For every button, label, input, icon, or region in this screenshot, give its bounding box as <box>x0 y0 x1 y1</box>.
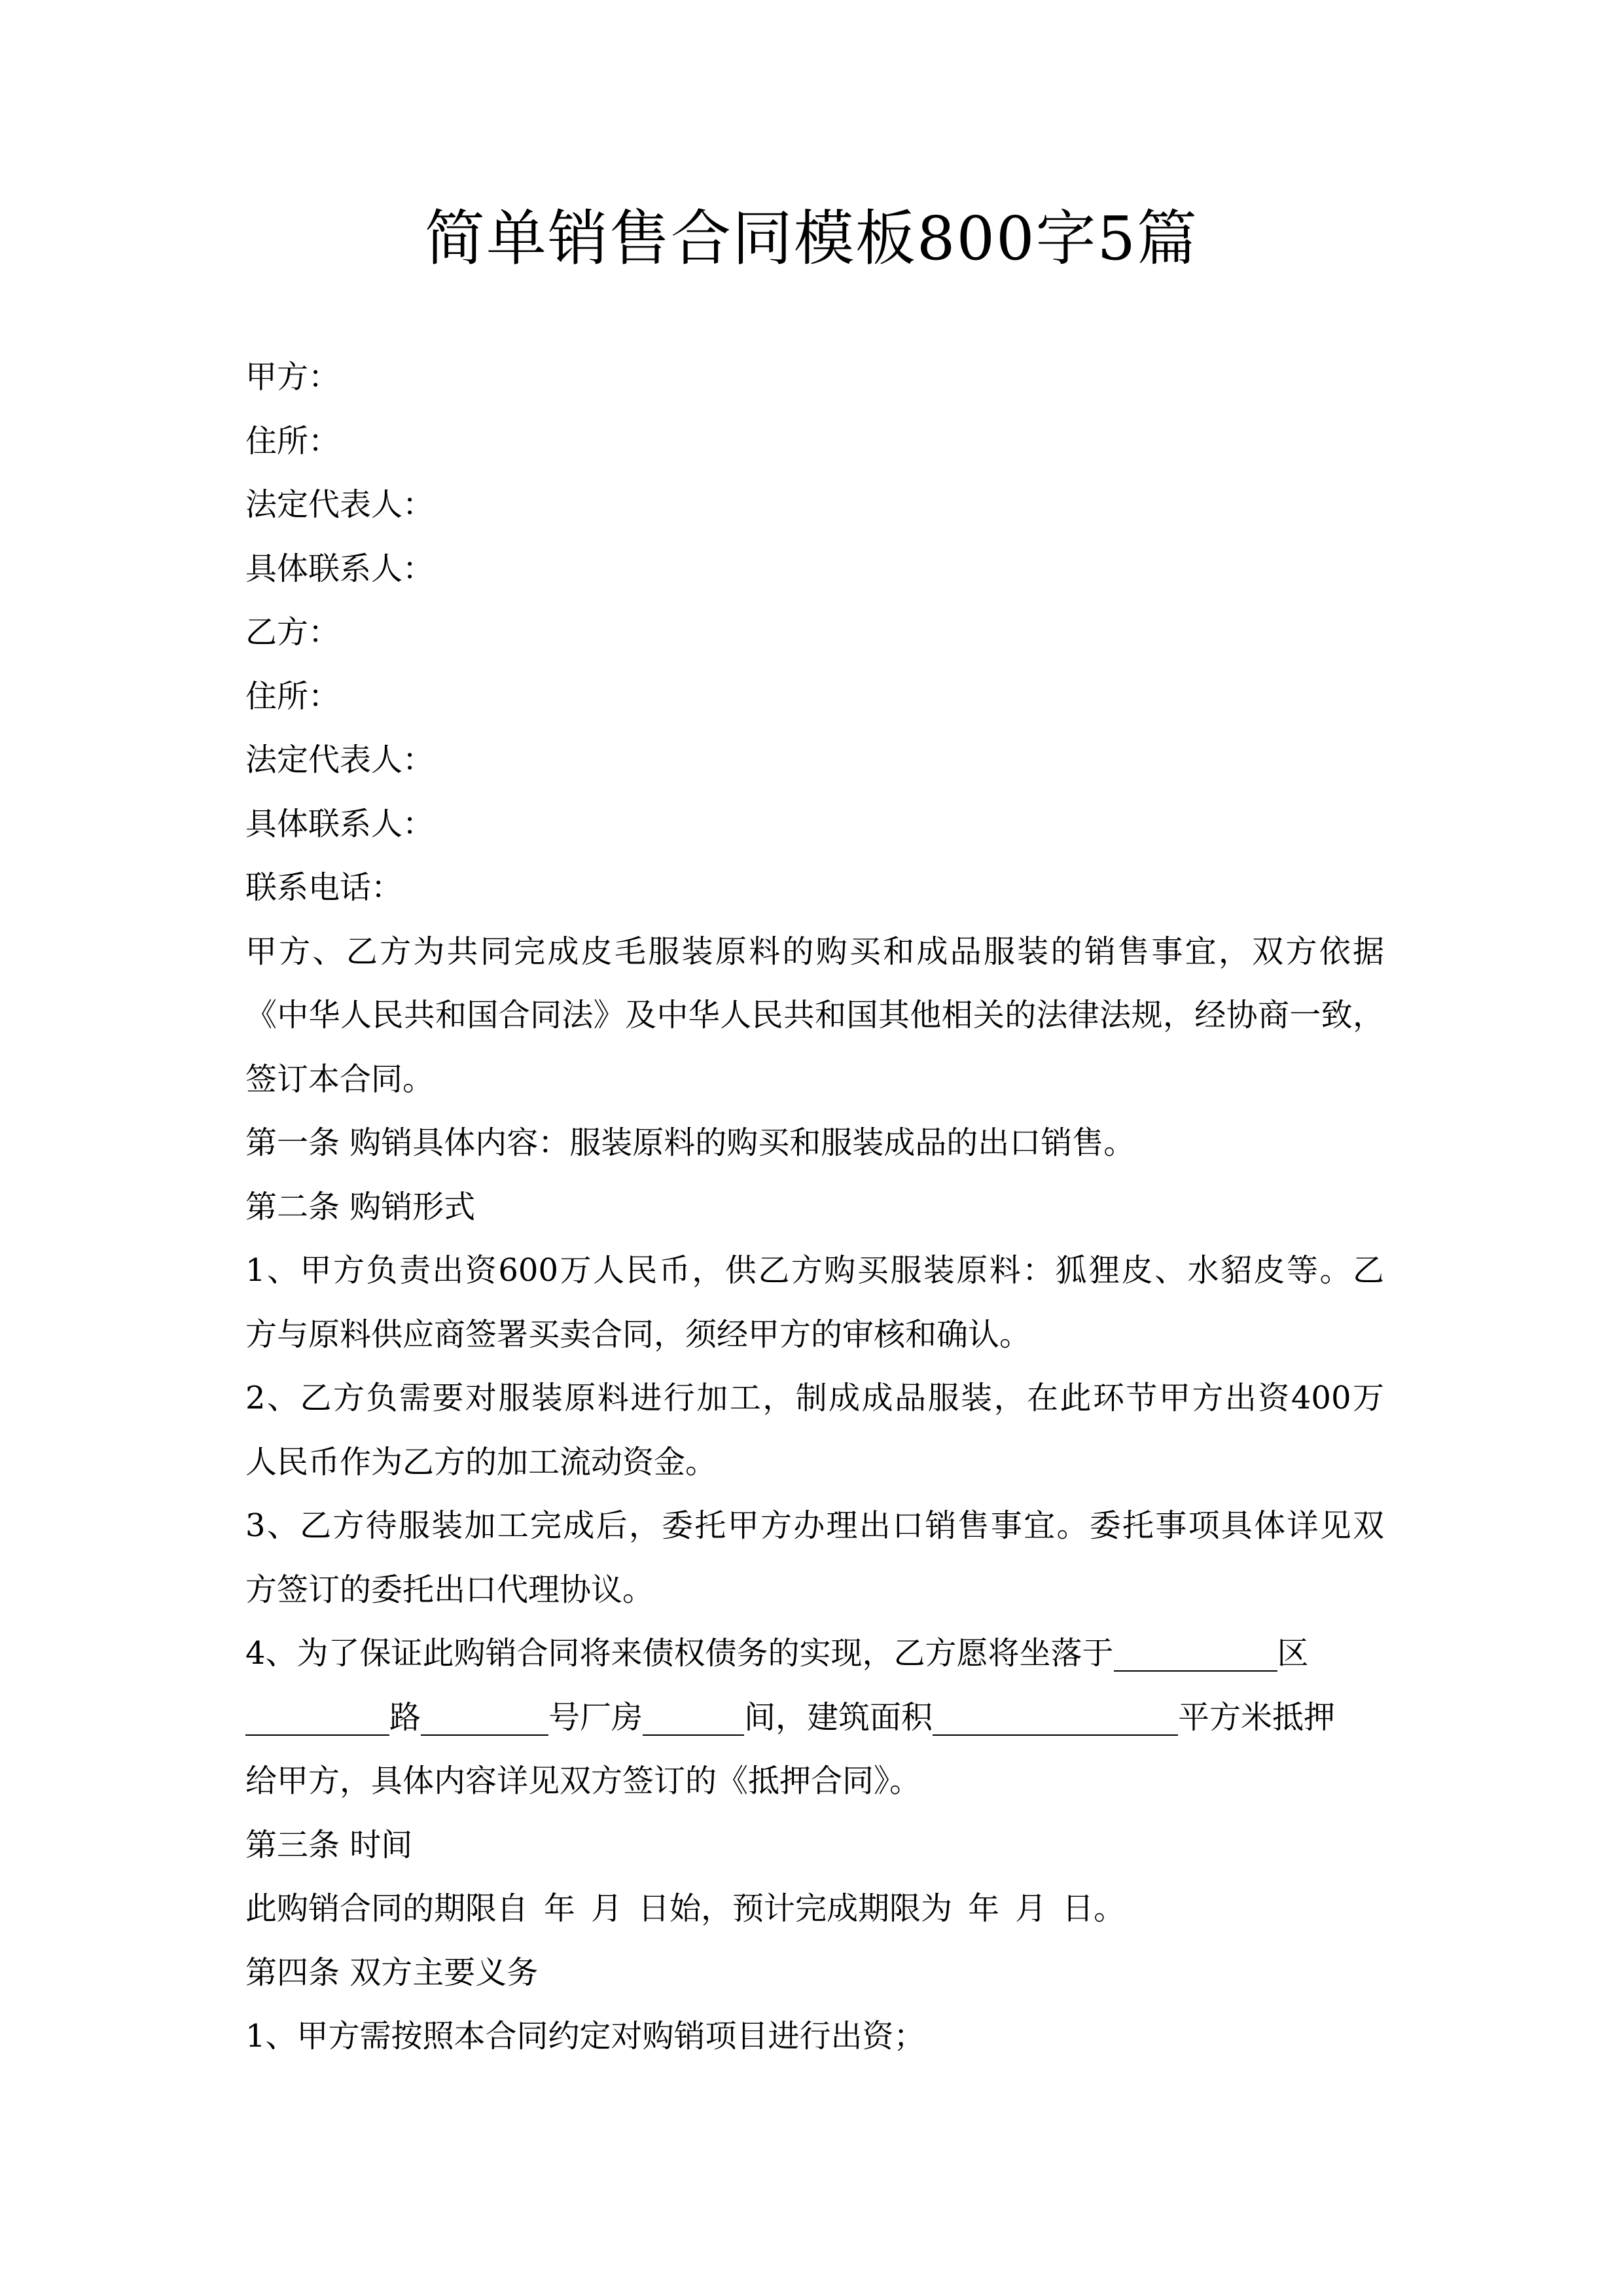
party-b-legal-rep-label: 法定代表人： <box>245 742 435 778</box>
article-3-period-line <box>245 1877 1384 1941</box>
article-2-item-4-text: 4、为了保证此购销合同将来债权债务的实现，乙方愿将坐落于 <box>245 1635 1114 1672</box>
year-label: 年 <box>544 1890 576 1927</box>
article-2-item-4-line-1 <box>245 1622 1384 1686</box>
area-blank[interactable] <box>933 1701 1178 1735</box>
party-a-label: 甲方： <box>245 359 340 395</box>
article-2-item-2-line: 2、乙方负需要对服装原料进行加工，制成成品服装，在此环节甲方出资400万 <box>245 1380 1384 1416</box>
preamble-line: 《中华人民共和国合同法》及中华人民共和国其他相关的法律法规，经协商一致， <box>245 997 1384 1033</box>
area-label: 间，建筑面积 <box>744 1698 933 1736</box>
district-blank[interactable] <box>1114 1638 1277 1672</box>
article-4-item-1: 1、甲方需按照本合同约定对购销项目进行出资； <box>245 2018 925 2054</box>
party-b-contact-label: 具体联系人： <box>245 805 435 842</box>
period-start-text: 此购销合同的期限自 <box>245 1890 529 1927</box>
party-b-label: 乙方： <box>245 614 340 651</box>
article-1: 第一条 购销具体内容：服装原料的购买和服装成品的出口销售。 <box>245 1124 1135 1161</box>
year-label: 年 <box>968 1890 1000 1927</box>
factory-number-blank[interactable] <box>421 1701 548 1735</box>
article-2-heading: 第二条 购销形式 <box>245 1188 476 1225</box>
article-2-item-4-line-2 <box>245 1686 1384 1750</box>
district-label: 区 <box>1277 1635 1309 1672</box>
day-label: 日。 <box>1062 1890 1126 1927</box>
factory-label: 号厂房 <box>548 1698 643 1736</box>
article-4-heading: 第四条 双方主要义务 <box>245 1954 539 1991</box>
road-blank[interactable] <box>245 1701 389 1735</box>
month-label: 月 <box>1015 1890 1047 1927</box>
preamble-line: 甲方、乙方为共同完成皮毛服装原料的购买和成品服装的销售事宜，双方依据 <box>245 933 1384 970</box>
article-2-item-1-line: 1、甲方负责出资600万人民币，供乙方购买服装原料：狐狸皮、水貂皮等。乙 <box>245 1252 1384 1289</box>
article-2-item-1-line: 方与原料供应商签署买卖合同，须经甲方的审核和确认。 <box>245 1316 1031 1353</box>
party-a-legal-rep-label: 法定代表人： <box>245 486 435 523</box>
month-label: 月 <box>591 1890 623 1927</box>
article-3-heading: 第三条 时间 <box>245 1826 413 1863</box>
article-2-item-3-line: 方签订的委托出口代理协议。 <box>245 1571 654 1608</box>
room-count-blank[interactable] <box>643 1701 744 1735</box>
party-b-phone-label: 联系电话： <box>245 869 403 906</box>
article-2-item-4-line-3: 给甲方，具体内容详见双方签订的《抵押合同》。 <box>245 1763 921 1799</box>
preamble-line: 签订本合同。 <box>245 1060 435 1098</box>
road-label: 路 <box>389 1698 421 1736</box>
document-title: 简单销售合同模板800字5篇 <box>424 204 1199 274</box>
document-body <box>245 346 1384 2069</box>
article-2-item-3-line: 3、乙方待服装加工完成后，委托甲方办理出口销售事宜。委托事项具体详见双 <box>245 1507 1384 1544</box>
party-b-address-label: 住所： <box>245 677 340 715</box>
article-2-item-2-line: 人民币作为乙方的加工流动资金。 <box>245 1443 717 1480</box>
party-a-contact-label: 具体联系人： <box>245 550 435 587</box>
mortgage-label: 平方米抵押 <box>1178 1698 1336 1736</box>
party-a-address-label: 住所： <box>245 422 340 459</box>
period-end-text: 日始，预计完成期限为 <box>638 1890 953 1927</box>
